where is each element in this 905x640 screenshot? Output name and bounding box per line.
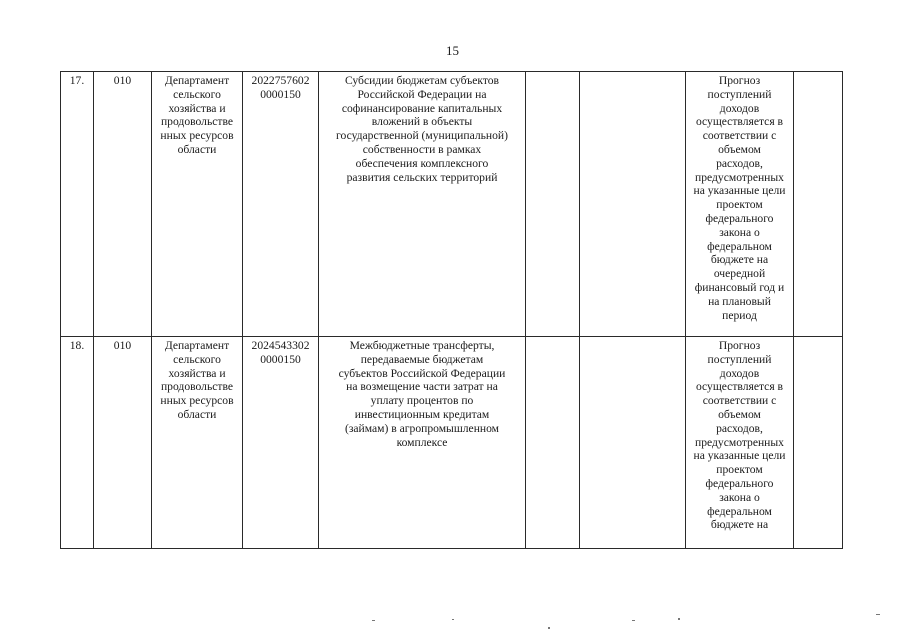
- revenue-name-line: передаваемые бюджетам: [360, 352, 484, 366]
- revenue-name-line: Российской Федерации на: [357, 87, 487, 101]
- forecast-method-line: Прогноз: [718, 74, 761, 87]
- forecast-method-line: доходов: [719, 366, 760, 380]
- empty-cell-6: [526, 337, 580, 549]
- forecast-method-line: очередной: [713, 267, 766, 281]
- revenue-name-cell: [319, 72, 526, 337]
- revenue-name-line: вложений в объекты: [371, 115, 473, 129]
- forecast-method-line: период: [722, 308, 757, 322]
- forecast-method-line: бюджете на: [710, 518, 769, 532]
- forecast-method-line: расходов,: [716, 156, 763, 170]
- revenue-name-line: комплексе: [396, 435, 448, 449]
- department-line: продовольстве: [160, 380, 234, 394]
- revenue-name-line: собственности в рамках: [362, 142, 482, 156]
- department-cell: [152, 72, 243, 337]
- page-number: 15: [446, 43, 459, 58]
- department-line: сельского: [173, 87, 221, 101]
- scan-speck: [372, 620, 375, 621]
- forecast-method-line: объемом: [718, 407, 761, 421]
- department-line: нных ресурсов: [160, 394, 234, 408]
- forecast-method-line: финансовый год и: [694, 280, 785, 294]
- forecast-method-line: федерального: [705, 211, 774, 225]
- forecast-method-line: предусмотренных: [695, 170, 784, 184]
- scan-speck: [548, 627, 550, 629]
- forecast-method-line: федеральном: [707, 239, 772, 253]
- revenue-name-line: (займам) в агропромышленном: [344, 421, 500, 435]
- scan-speck: [876, 614, 880, 615]
- forecast-method-line: поступлений: [707, 87, 772, 101]
- kbk-code-cell: [243, 72, 319, 337]
- scan-speck: [452, 619, 454, 620]
- row-number-cell: 18.: [61, 337, 94, 549]
- forecast-method-line: проектом: [716, 198, 763, 212]
- forecast-method-line: соответствии с: [702, 394, 777, 408]
- revenue-table: [60, 71, 843, 549]
- kbk-code-cell: [243, 337, 319, 549]
- department-line: сельского: [173, 352, 221, 366]
- forecast-method-line: закона о: [719, 225, 760, 239]
- revenue-name-cell: [319, 337, 526, 549]
- revenue-name-line: Межбюджетные трансферты,: [349, 339, 495, 352]
- forecast-method-line: бюджете на: [710, 253, 769, 267]
- kbk-code-line: 0000150: [260, 87, 301, 101]
- revenue-name-line: инвестиционным кредитам: [354, 407, 490, 421]
- forecast-method-line: объемом: [718, 142, 761, 156]
- forecast-method-line: федерального: [705, 476, 774, 490]
- forecast-method-line: на указанные цели: [693, 184, 786, 198]
- revenue-name-line: развития сельских территорий: [346, 170, 498, 184]
- revenue-name-line: уплату процентов по: [370, 394, 474, 408]
- kbk-code-line: 2022757602: [251, 74, 310, 87]
- empty-cell-7: [580, 72, 686, 337]
- forecast-method-line: федеральном: [707, 504, 772, 518]
- table-row: [61, 72, 843, 337]
- scan-speck: [632, 620, 635, 621]
- department-line: продовольстве: [160, 115, 234, 129]
- department-cell: [152, 337, 243, 549]
- forecast-method-line: соответствии с: [702, 129, 777, 143]
- forecast-method-cell: [686, 337, 794, 549]
- empty-cell-9: [794, 72, 843, 337]
- department-line: области: [177, 142, 217, 156]
- revenue-name-line: государственной (муниципальной): [336, 129, 508, 143]
- department-line: Департамент: [164, 74, 230, 87]
- department-line: нных ресурсов: [160, 129, 234, 143]
- scan-speck: [678, 618, 680, 620]
- kbk-code-line: 2024543302: [251, 339, 310, 352]
- forecast-method-line: предусмотренных: [695, 435, 784, 449]
- department-line: хозяйства и: [168, 101, 226, 115]
- forecast-method-line: поступлений: [707, 352, 772, 366]
- forecast-method-line: проектом: [716, 463, 763, 477]
- department-line: хозяйства и: [168, 366, 226, 380]
- empty-cell-6: [526, 72, 580, 337]
- row-number-cell: 17.: [61, 72, 94, 337]
- forecast-method-line: расходов,: [716, 421, 763, 435]
- empty-cell-7: [580, 337, 686, 549]
- revenue-name-line: софинансирование капитальных: [341, 101, 503, 115]
- forecast-method-line: на указанные цели: [693, 449, 786, 463]
- table-row: [61, 337, 843, 549]
- forecast-method-cell: [686, 72, 794, 337]
- forecast-method-line: Прогноз: [718, 339, 761, 352]
- table-body: [61, 72, 843, 549]
- kbk-code-line: 0000150: [260, 352, 301, 366]
- department-line: области: [177, 407, 217, 421]
- admin-code-cell: 010: [94, 337, 152, 549]
- revenue-name-line: на возмещение части затрат на: [346, 380, 498, 394]
- revenue-name-line: Субсидии бюджетам субъектов: [344, 74, 500, 87]
- forecast-method-line: доходов: [719, 101, 760, 115]
- department-line: Департамент: [164, 339, 230, 352]
- revenue-name-line: субъектов Российской Федерации: [338, 366, 506, 380]
- empty-cell-9: [794, 337, 843, 549]
- forecast-method-line: на плановый: [708, 294, 771, 308]
- revenue-name-line: обеспечения комплексного: [355, 156, 489, 170]
- forecast-method-line: осуществляется в: [695, 380, 784, 394]
- admin-code-cell: 010: [94, 72, 152, 337]
- forecast-method-line: осуществляется в: [695, 115, 784, 129]
- forecast-method-line: закона о: [719, 490, 760, 504]
